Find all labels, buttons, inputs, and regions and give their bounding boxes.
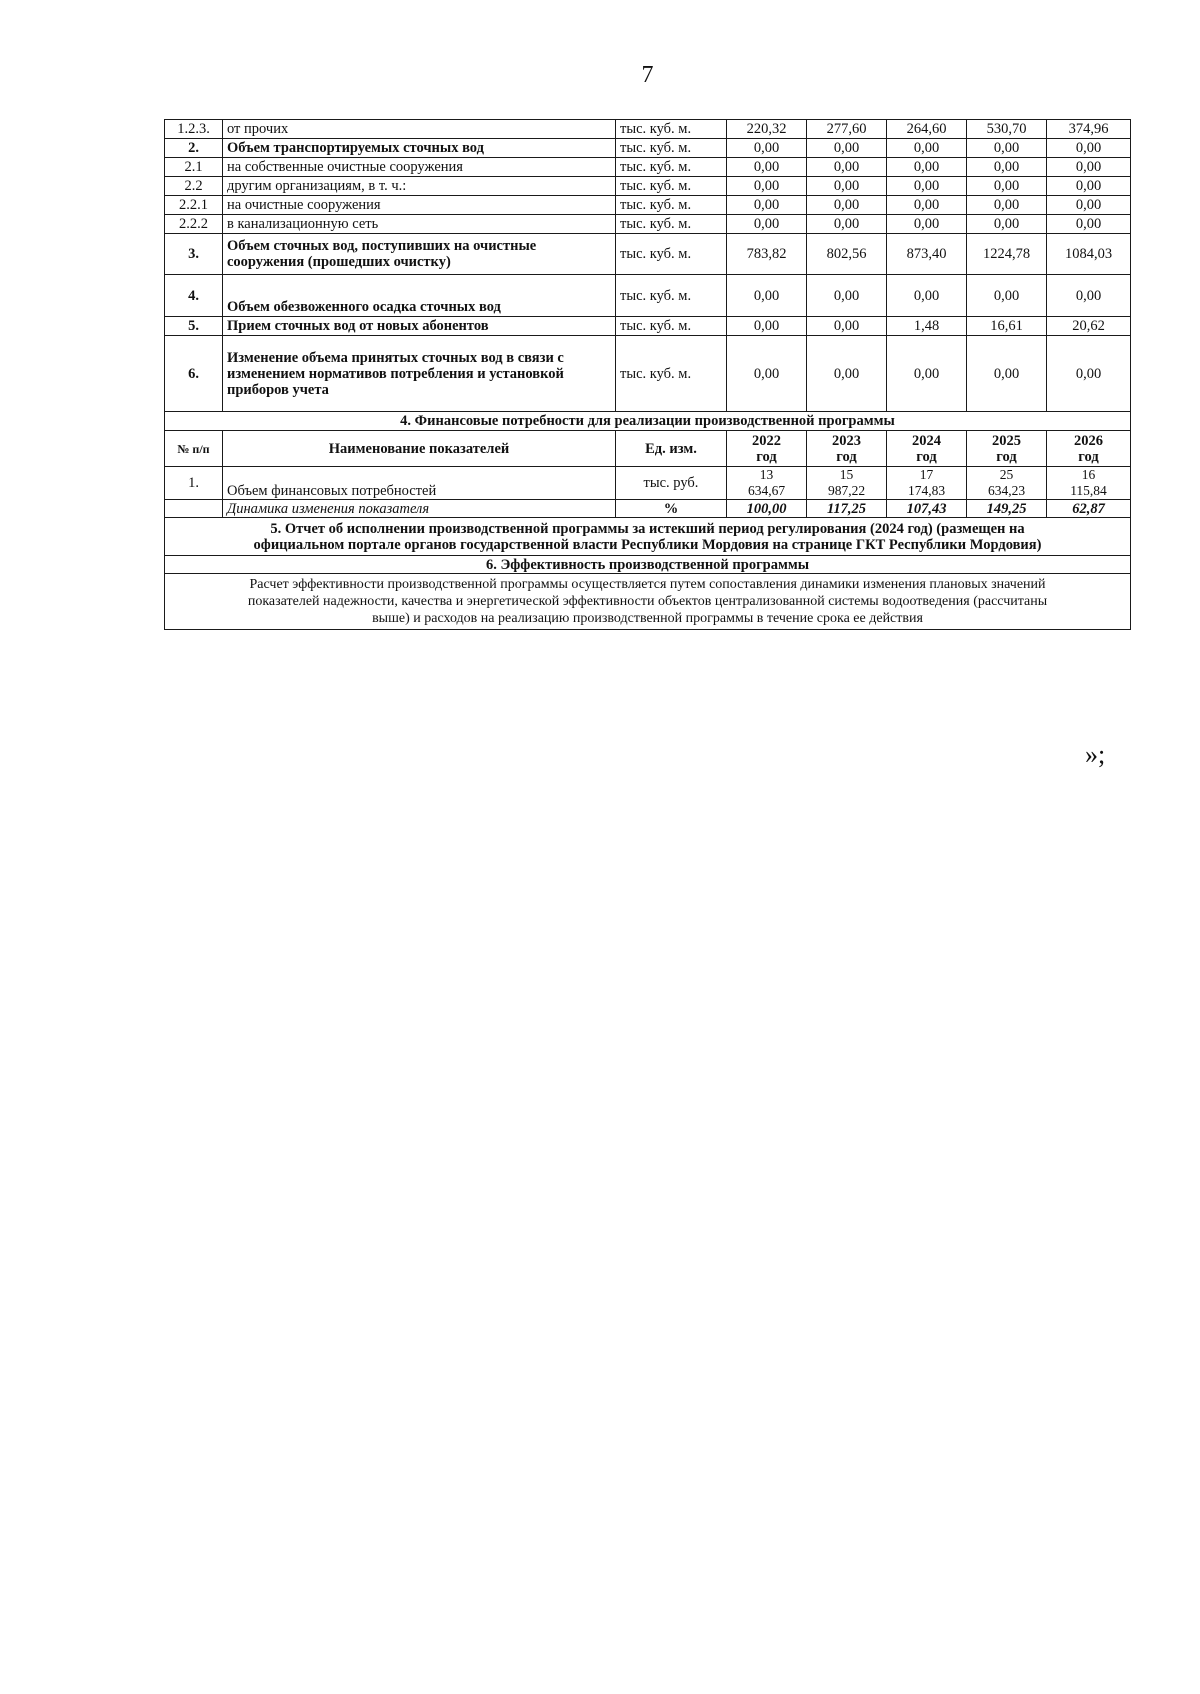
value-2026: 0,00 [1047, 139, 1131, 158]
value-2024: 17 174,83 [887, 467, 967, 500]
section-row [165, 412, 1131, 431]
value-2026: 62,87 [1047, 500, 1131, 518]
section-row [165, 518, 1131, 556]
table-row [165, 317, 1131, 336]
value-2022: 100,00 [727, 500, 807, 518]
value-2025: 16,61 [967, 317, 1047, 336]
row-unit: % [616, 500, 727, 518]
value-2023: 0,00 [807, 215, 887, 234]
row-number-empty [165, 500, 223, 518]
value-2026: 1084,03 [1047, 234, 1131, 275]
row-number: 6. [165, 336, 223, 412]
header-year-2024: 2024 год [887, 431, 967, 467]
value-2026: 16 115,84 [1047, 467, 1131, 500]
row-name: Объем транспортируемых сточных вод [223, 139, 616, 158]
value-2023: 0,00 [807, 336, 887, 412]
row-unit: тыс. куб. м. [616, 336, 727, 412]
value-2025: 0,00 [967, 139, 1047, 158]
row-number: 2. [165, 139, 223, 158]
row-number: 4. [165, 275, 223, 317]
row-name: Объем финансовых потребностей [223, 467, 616, 500]
value-2024: 0,00 [887, 275, 967, 317]
value-2026: 0,00 [1047, 215, 1131, 234]
value-2026: 0,00 [1047, 158, 1131, 177]
row-unit: тыс. куб. м. [616, 177, 727, 196]
section-4-title: 4. Финансовые потребности для реализации производственной программы [165, 412, 1131, 431]
value-2025: 1224,78 [967, 234, 1047, 275]
row-unit: тыс. куб. м. [616, 275, 727, 317]
value-2022: 0,00 [727, 275, 807, 317]
row-unit: тыс. руб. [616, 467, 727, 500]
table-row [165, 139, 1131, 158]
header-year-2026: 2026 год [1047, 431, 1131, 467]
value-2022: 0,00 [727, 196, 807, 215]
row-number: 1.2.3. [165, 120, 223, 139]
value-2024: 0,00 [887, 336, 967, 412]
row-name: на собственные очистные сооружения [223, 158, 616, 177]
value-2023: 277,60 [807, 120, 887, 139]
value-2023: 0,00 [807, 158, 887, 177]
row-number: 2.2 [165, 177, 223, 196]
row-name: от прочих [223, 120, 616, 139]
row-unit: тыс. куб. м. [616, 139, 727, 158]
row-name: на очистные сооружения [223, 196, 616, 215]
value-2022: 0,00 [727, 139, 807, 158]
value-2025: 530,70 [967, 120, 1047, 139]
value-2026: 0,00 [1047, 336, 1131, 412]
value-2025: 0,00 [967, 196, 1047, 215]
table-row [165, 215, 1131, 234]
value-2025: 0,00 [967, 336, 1047, 412]
value-2023: 0,00 [807, 317, 887, 336]
value-2026: 0,00 [1047, 196, 1131, 215]
value-2023: 0,00 [807, 196, 887, 215]
header-num: № п/п [165, 431, 223, 467]
value-2023: 802,56 [807, 234, 887, 275]
value-2024: 0,00 [887, 177, 967, 196]
section-5-text: 5. Отчет об исполнении производственной программы за истекший период регулирования (2024 год) (размещен на официальном портале органов государственной власти Республики Мордовия на странице ГКТ Республики Мордовия) [165, 518, 1131, 556]
table-row [165, 500, 1131, 518]
section-row [165, 556, 1131, 574]
table-row [165, 275, 1131, 317]
table-row [165, 120, 1131, 139]
header-year-2022: 2022 год [727, 431, 807, 467]
value-2025: 0,00 [967, 215, 1047, 234]
row-unit: тыс. куб. м. [616, 234, 727, 275]
row-unit: тыс. куб. м. [616, 196, 727, 215]
row-number: 2.2.1 [165, 196, 223, 215]
row-unit: тыс. куб. м. [616, 120, 727, 139]
value-2024: 264,60 [887, 120, 967, 139]
production-program-table [164, 119, 1131, 630]
value-2023: 117,25 [807, 500, 887, 518]
table-row [165, 467, 1131, 500]
header-year-2025: 2025 год [967, 431, 1047, 467]
value-2022: 0,00 [727, 215, 807, 234]
header-name: Наименование показателей [223, 431, 616, 467]
row-unit: тыс. куб. м. [616, 317, 727, 336]
page-number: 7 [641, 62, 654, 88]
table-header-row [165, 431, 1131, 467]
value-2023: 0,00 [807, 275, 887, 317]
row-number: 2.2.2 [165, 215, 223, 234]
row-name: Объем сточных вод, поступивших на очистные сооружения (прошедших очистку) [223, 234, 616, 275]
value-2023: 0,00 [807, 139, 887, 158]
value-2022: 0,00 [727, 158, 807, 177]
value-2024: 1,48 [887, 317, 967, 336]
header-year-2023: 2023 год [807, 431, 887, 467]
value-2024: 0,00 [887, 139, 967, 158]
row-name: Объем обезвоженного осадка сточных вод [223, 275, 616, 317]
row-name: другим организациям, в т. ч.: [223, 177, 616, 196]
value-2022: 0,00 [727, 177, 807, 196]
section-row [165, 574, 1131, 630]
value-2026: 374,96 [1047, 120, 1131, 139]
value-2024: 107,43 [887, 500, 967, 518]
row-name: в канализационную сеть [223, 215, 616, 234]
table-row [165, 158, 1131, 177]
value-2024: 873,40 [887, 234, 967, 275]
closing-quote: »; [1085, 740, 1106, 769]
table-row [165, 177, 1131, 196]
section-6-text: Расчет эффективности производственной программы осуществляется путем сопоставления динамики изменения плановых значений показателей надежности, качества и энергетической эффективности объектов централизованной системы водоотведения (рассчитаны выше) и расходов на реализацию производственной программы в течение срока ее действия [165, 574, 1131, 630]
value-2022: 0,00 [727, 317, 807, 336]
value-2022: 0,00 [727, 336, 807, 412]
value-2022: 13 634,67 [727, 467, 807, 500]
value-2025: 25 634,23 [967, 467, 1047, 500]
row-number: 3. [165, 234, 223, 275]
value-2025: 0,00 [967, 177, 1047, 196]
value-2023: 15 987,22 [807, 467, 887, 500]
table-row [165, 336, 1131, 412]
value-2024: 0,00 [887, 158, 967, 177]
value-2025: 0,00 [967, 158, 1047, 177]
row-name: Изменение объема принятых сточных вод в связи с изменением нормативов потребления и установкой приборов учета [223, 336, 616, 412]
value-2025: 0,00 [967, 275, 1047, 317]
row-name: Прием сточных вод от новых абонентов [223, 317, 616, 336]
row-unit: тыс. куб. м. [616, 215, 727, 234]
value-2022: 783,82 [727, 234, 807, 275]
row-number: 5. [165, 317, 223, 336]
value-2026: 20,62 [1047, 317, 1131, 336]
table-row [165, 196, 1131, 215]
row-number: 2.1 [165, 158, 223, 177]
value-2025: 149,25 [967, 500, 1047, 518]
row-number: 1. [165, 467, 223, 500]
row-name: Динамика изменения показателя [223, 500, 616, 518]
header-unit: Ед. изм. [616, 431, 727, 467]
value-2026: 0,00 [1047, 177, 1131, 196]
value-2024: 0,00 [887, 215, 967, 234]
value-2022: 220,32 [727, 120, 807, 139]
value-2026: 0,00 [1047, 275, 1131, 317]
section-6-title: 6. Эффективность производственной программы [165, 556, 1131, 574]
value-2023: 0,00 [807, 177, 887, 196]
row-unit: тыс. куб. м. [616, 158, 727, 177]
value-2024: 0,00 [887, 196, 967, 215]
table-row [165, 234, 1131, 275]
